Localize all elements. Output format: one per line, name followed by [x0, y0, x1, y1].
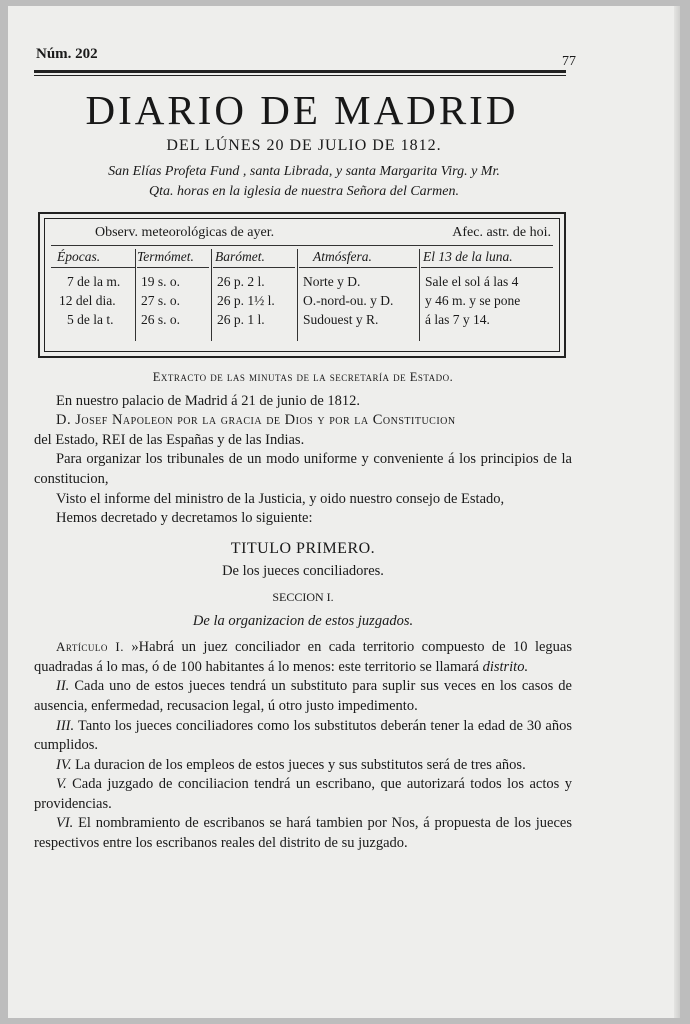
article-4 [34, 756, 572, 776]
col-barometro: Barómet. [215, 249, 265, 264]
article-5 [34, 775, 572, 814]
article-1-text: »Habrá un juez conciliador en cada territorio compuesto de 10 leguas quadradas á lo mas, ó de 100 habitantes á lo menos: este territorio se llamará [34, 639, 572, 675]
article-3-text: Tanto los jueces conciliadores como los substitutos deberán tener la edad de 30 años cumplidos. [34, 717, 572, 754]
rule-under-baro [213, 267, 295, 268]
col-divider [419, 249, 420, 341]
col-luna: El 13 de la luna. [423, 249, 513, 264]
article-3 [34, 717, 572, 756]
row1-epoca: 7 de la m. [67, 274, 121, 289]
weather-rule-top [51, 245, 553, 246]
article-1-label: Artículo I. [56, 639, 124, 655]
article-heading: Extracto de las minutas de la secretaría de Estado. [152, 370, 454, 384]
astr-line-3: á las 7 y 14. [425, 312, 490, 327]
seccion-heading: SECCION I. [272, 589, 334, 604]
article-4-label: IV. [56, 756, 72, 773]
weather-table-inner [44, 218, 560, 352]
para-decretamos: Hemos decretado y decretamos lo siguiente: [56, 510, 313, 527]
weather-obs-title: Observ. meteorológicas de ayer. [95, 225, 275, 240]
astr-line-2: y 46 m. y se pone [425, 293, 521, 308]
row3-epoca: 5 de la t. [67, 312, 114, 327]
col-divider [135, 249, 136, 341]
weather-astr-title: Afec. astr. de hoi. [452, 225, 551, 240]
rule-under-epocas [51, 267, 135, 268]
saints-line-1: San Elías Profeta Fund , santa Librada, y santa Margarita Virg. y Mr. [108, 164, 500, 179]
weather-table [38, 212, 566, 358]
row1-baro: 26 p. 2 l. [217, 274, 265, 289]
row3-baro: 26 p. 1 l. [217, 312, 265, 327]
page-edge [674, 6, 680, 1018]
article-2 [34, 677, 572, 716]
col-divider [297, 249, 298, 341]
article-1-term: distrito. [482, 658, 529, 675]
article-body [34, 368, 572, 854]
dateline: DEL LÚNES 20 DE JULIO DE 1812. [166, 137, 442, 154]
article-6 [34, 814, 572, 853]
col-epocas: Épocas. [57, 249, 101, 264]
article-3-label: III. [56, 717, 75, 734]
col-divider [211, 249, 212, 341]
page-number: 77 [562, 54, 576, 69]
article-2-text: Cada uno de estos jueces tendrá un substituto para suplir sus veces en los casos de ausencia, enfermedad, recusacion legal, ú otro justo impedimento. [34, 678, 572, 714]
row2-atmos: O.-nord-ou. y D. [303, 293, 394, 308]
row3-termo: 26 s. o. [141, 312, 181, 327]
row1-atmos: Norte y D. [303, 274, 361, 289]
saints-of-day [34, 162, 574, 202]
col-termometro: Termómet. [137, 249, 194, 264]
article-4-text: La duracion de los empleos de estos jueces y sus substitutos será de tres años. [75, 756, 526, 773]
article-1 [34, 637, 572, 677]
header-row [36, 44, 576, 69]
article-5-text: Cada juzgado de conciliacion tendrá un escribano, que autorizará todos los actos y providencias. [34, 776, 573, 812]
row2-baro: 26 p. 1½ l. [217, 293, 275, 308]
rule-under-termo [137, 267, 209, 268]
article-6-text: El nombramiento de escribanos se hará tambien por Nos, á propuesta de los jueces respectivos entre los escribanos reales del distrito de su juzgado. [34, 815, 572, 852]
header-rule-thin [34, 75, 566, 76]
astr-line-1: Sale el sol á las 4 [425, 274, 519, 289]
row3-atmos: Sudouest y R. [303, 312, 379, 327]
para-visto: Visto el informe del ministro de la Justicia, y oido nuestro consejo de Estado, [56, 490, 505, 507]
article-5-label: V. [56, 776, 67, 793]
titulo-heading: TITULO PRIMERO. [230, 539, 376, 557]
issue-number: Núm. 202 [36, 46, 98, 62]
rule-under-atmos [299, 267, 417, 268]
col-atmosfera: Atmósfera. [313, 249, 372, 264]
place-date: En nuestro palacio de Madrid á 21 de junio de 1812. [56, 392, 361, 409]
masthead-title: DIARIO DE MADRID [85, 87, 519, 133]
newspaper-page [8, 6, 680, 1018]
para-organize: Para organizar los tribunales de un modo uniforme y conveniente á los principios de la constitucion, [34, 451, 572, 487]
row2-epoca: 12 del dia. [59, 293, 116, 308]
rule-under-luna [421, 267, 553, 268]
king-line-2: del Estado, REI de las Españas y de las Indias. [34, 431, 305, 448]
row1-termo: 19 s. o. [141, 274, 181, 289]
article-6-label: VI. [56, 815, 74, 832]
article-2-label: II. [56, 678, 70, 695]
header-rule [34, 70, 566, 73]
titulo-subheading: De los jueces conciliadores. [222, 563, 384, 580]
saints-line-2: Qta. horas en la iglesia de nuestra Señora del Carmen. [149, 184, 459, 199]
king-line-1: D. Josef Napoleon por la gracia de Dios y por la Constitucion [56, 412, 456, 429]
seccion-subheading: De la organizacion de estos juzgados. [192, 612, 414, 629]
row2-termo: 27 s. o. [141, 293, 181, 308]
